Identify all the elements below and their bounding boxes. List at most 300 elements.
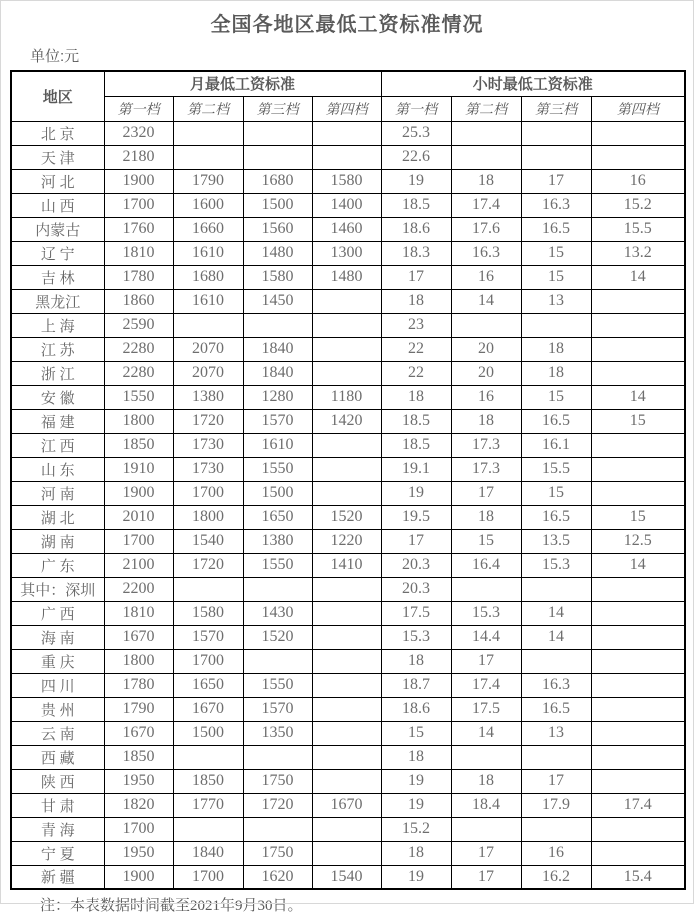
- value-cell: [591, 481, 685, 505]
- value-cell: 17: [521, 169, 591, 193]
- region-cell: 海 南: [11, 625, 104, 649]
- value-cell: 18: [381, 289, 451, 313]
- value-cell: 19.1: [381, 457, 451, 481]
- value-cell: 19: [381, 169, 451, 193]
- page-title: 全国各地区最低工资标准情况: [210, 14, 484, 36]
- value-cell: [591, 817, 685, 841]
- value-cell: [521, 649, 591, 673]
- region-cell: 重 庆: [11, 649, 104, 673]
- value-cell: 14: [591, 385, 685, 409]
- value-cell: [312, 337, 381, 361]
- value-cell: 1950: [104, 841, 173, 865]
- value-cell: 1770: [173, 793, 243, 817]
- value-cell: 17.5: [451, 697, 521, 721]
- value-cell: 14: [591, 553, 685, 577]
- table-row: [11, 505, 685, 529]
- value-cell: 2100: [104, 553, 173, 577]
- value-cell: 1670: [173, 697, 243, 721]
- value-cell: 16.3: [451, 241, 521, 265]
- value-cell: 2010: [104, 505, 173, 529]
- value-cell: 1480: [312, 265, 381, 289]
- value-cell: 1700: [173, 649, 243, 673]
- table-row: [11, 865, 685, 889]
- value-cell: 13.5: [521, 529, 591, 553]
- value-cell: [591, 457, 685, 481]
- value-cell: [243, 121, 312, 145]
- value-cell: 1860: [104, 289, 173, 313]
- value-cell: [591, 433, 685, 457]
- table-row: [11, 193, 685, 217]
- value-cell: [243, 577, 312, 601]
- value-cell: 1560: [243, 217, 312, 241]
- value-cell: 1580: [312, 169, 381, 193]
- value-cell: 1380: [243, 529, 312, 553]
- column-header-tier-monthly-3: 第三档: [243, 96, 312, 121]
- value-cell: 16.5: [521, 505, 591, 529]
- region-cell: 其中：深圳: [11, 577, 104, 601]
- value-cell: [312, 817, 381, 841]
- value-cell: 1480: [243, 241, 312, 265]
- value-cell: 14: [521, 625, 591, 649]
- value-cell: 2320: [104, 121, 173, 145]
- value-cell: [591, 145, 685, 169]
- value-cell: [243, 313, 312, 337]
- value-cell: [312, 697, 381, 721]
- value-cell: 1790: [173, 169, 243, 193]
- value-cell: 1700: [104, 193, 173, 217]
- region-cell: 湖 北: [11, 505, 104, 529]
- value-cell: [591, 337, 685, 361]
- value-cell: 1300: [312, 241, 381, 265]
- group-header-row: [11, 71, 685, 96]
- value-cell: [312, 769, 381, 793]
- value-cell: [173, 817, 243, 841]
- value-cell: [243, 745, 312, 769]
- value-cell: 1840: [173, 841, 243, 865]
- table-row: [11, 217, 685, 241]
- value-cell: 1780: [104, 265, 173, 289]
- value-cell: [451, 313, 521, 337]
- value-cell: [243, 145, 312, 169]
- value-cell: 2070: [173, 337, 243, 361]
- value-cell: 16.3: [521, 193, 591, 217]
- value-cell: [591, 649, 685, 673]
- value-cell: 1220: [312, 529, 381, 553]
- value-cell: 17: [521, 769, 591, 793]
- value-cell: 1670: [104, 625, 173, 649]
- value-cell: 1410: [312, 553, 381, 577]
- value-cell: 15: [591, 409, 685, 433]
- value-cell: 19: [381, 481, 451, 505]
- value-cell: 1900: [104, 481, 173, 505]
- value-cell: 1610: [173, 241, 243, 265]
- value-cell: [591, 625, 685, 649]
- value-cell: 18.4: [451, 793, 521, 817]
- region-cell: 黑龙江: [11, 289, 104, 313]
- table-row: [11, 481, 685, 505]
- region-cell: 河 南: [11, 481, 104, 505]
- value-cell: 1850: [104, 745, 173, 769]
- value-cell: 1430: [243, 601, 312, 625]
- value-cell: [173, 145, 243, 169]
- value-cell: 20: [451, 337, 521, 361]
- footnote: 注：本表数据时间截至2021年9月30日。: [40, 898, 303, 914]
- value-cell: [591, 601, 685, 625]
- region-cell: 广 西: [11, 601, 104, 625]
- value-cell: 1760: [104, 217, 173, 241]
- column-header-region: 地区: [11, 71, 104, 121]
- value-cell: 15.3: [521, 553, 591, 577]
- value-cell: 18: [451, 769, 521, 793]
- value-cell: 1540: [173, 529, 243, 553]
- region-cell: 吉 林: [11, 265, 104, 289]
- region-cell: 江 西: [11, 433, 104, 457]
- value-cell: [312, 625, 381, 649]
- value-cell: [521, 121, 591, 145]
- value-cell: [591, 841, 685, 865]
- value-cell: 18.5: [381, 409, 451, 433]
- value-cell: 19: [381, 793, 451, 817]
- value-cell: [591, 721, 685, 745]
- region-cell: 内蒙古: [11, 217, 104, 241]
- value-cell: [521, 145, 591, 169]
- value-cell: 1730: [173, 457, 243, 481]
- value-cell: 1540: [312, 865, 381, 889]
- value-cell: 1780: [104, 673, 173, 697]
- column-group-monthly: 月最低工资标准: [104, 71, 381, 96]
- value-cell: 17.5: [381, 601, 451, 625]
- table-row: [11, 529, 685, 553]
- value-cell: 1550: [243, 553, 312, 577]
- value-cell: 1500: [173, 721, 243, 745]
- value-cell: [591, 745, 685, 769]
- value-cell: 1570: [173, 625, 243, 649]
- table-row: [11, 577, 685, 601]
- value-cell: [243, 649, 312, 673]
- minimum-wage-table: [10, 70, 686, 890]
- value-cell: 17: [451, 841, 521, 865]
- value-cell: [521, 745, 591, 769]
- value-cell: 1720: [243, 793, 312, 817]
- value-cell: 1820: [104, 793, 173, 817]
- value-cell: 14: [591, 265, 685, 289]
- region-cell: 陕 西: [11, 769, 104, 793]
- value-cell: 1520: [243, 625, 312, 649]
- value-cell: [312, 457, 381, 481]
- value-cell: [312, 481, 381, 505]
- table-row: [11, 337, 685, 361]
- value-cell: [451, 145, 521, 169]
- value-cell: [312, 601, 381, 625]
- column-header-tier-hourly-3: 第三档: [521, 96, 591, 121]
- unit-label: 单位:元: [30, 48, 80, 65]
- value-cell: 1700: [104, 817, 173, 841]
- region-cell: 青 海: [11, 817, 104, 841]
- value-cell: 13: [521, 721, 591, 745]
- value-cell: [312, 673, 381, 697]
- value-cell: 20: [451, 361, 521, 385]
- value-cell: 22: [381, 361, 451, 385]
- region-cell: 天 津: [11, 145, 104, 169]
- value-cell: [591, 361, 685, 385]
- value-cell: 23: [381, 313, 451, 337]
- value-cell: 15.5: [591, 217, 685, 241]
- value-cell: 1840: [243, 337, 312, 361]
- value-cell: 1720: [173, 409, 243, 433]
- value-cell: 1750: [243, 841, 312, 865]
- value-cell: 1660: [173, 217, 243, 241]
- region-cell: 广 东: [11, 553, 104, 577]
- value-cell: [173, 313, 243, 337]
- value-cell: [312, 289, 381, 313]
- value-cell: 18: [381, 841, 451, 865]
- value-cell: 1650: [173, 673, 243, 697]
- value-cell: [591, 697, 685, 721]
- region-cell: 云 南: [11, 721, 104, 745]
- value-cell: 2070: [173, 361, 243, 385]
- value-cell: 16: [591, 169, 685, 193]
- region-cell: 贵 州: [11, 697, 104, 721]
- value-cell: 17: [381, 265, 451, 289]
- table-body: [11, 121, 685, 889]
- value-cell: 2590: [104, 313, 173, 337]
- value-cell: [451, 577, 521, 601]
- table-row: [11, 241, 685, 265]
- region-cell: 安 徽: [11, 385, 104, 409]
- value-cell: [591, 313, 685, 337]
- value-cell: 1620: [243, 865, 312, 889]
- value-cell: [312, 433, 381, 457]
- region-cell: 上 海: [11, 313, 104, 337]
- value-cell: 15: [381, 721, 451, 745]
- value-cell: 16.5: [521, 697, 591, 721]
- table-row: [11, 553, 685, 577]
- value-cell: [591, 673, 685, 697]
- value-cell: [591, 289, 685, 313]
- region-cell: 山 东: [11, 457, 104, 481]
- table-row: [11, 793, 685, 817]
- value-cell: 1670: [312, 793, 381, 817]
- value-cell: 18: [381, 745, 451, 769]
- region-cell: 新 疆: [11, 865, 104, 889]
- column-header-tier-monthly-2: 第二档: [173, 96, 243, 121]
- value-cell: 2280: [104, 337, 173, 361]
- table-row: [11, 673, 685, 697]
- value-cell: 1550: [243, 457, 312, 481]
- value-cell: 18.5: [381, 433, 451, 457]
- value-cell: 18.6: [381, 217, 451, 241]
- value-cell: 15: [521, 481, 591, 505]
- value-cell: 1520: [312, 505, 381, 529]
- value-cell: 1180: [312, 385, 381, 409]
- value-cell: 16: [451, 265, 521, 289]
- value-cell: 2200: [104, 577, 173, 601]
- table-row: [11, 625, 685, 649]
- value-cell: 18: [381, 649, 451, 673]
- region-cell: 江 苏: [11, 337, 104, 361]
- region-cell: 甘 肃: [11, 793, 104, 817]
- region-cell: 西 藏: [11, 745, 104, 769]
- value-cell: 1900: [104, 865, 173, 889]
- table-row: [11, 289, 685, 313]
- value-cell: 20.3: [381, 577, 451, 601]
- table-row: [11, 145, 685, 169]
- value-cell: [173, 745, 243, 769]
- value-cell: 2280: [104, 361, 173, 385]
- value-cell: 15.5: [521, 457, 591, 481]
- value-cell: 1680: [243, 169, 312, 193]
- value-cell: 17: [451, 649, 521, 673]
- value-cell: 1900: [104, 169, 173, 193]
- value-cell: 1280: [243, 385, 312, 409]
- value-cell: [521, 313, 591, 337]
- value-cell: 22: [381, 337, 451, 361]
- region-cell: 福 建: [11, 409, 104, 433]
- tier-header-row: [11, 96, 685, 121]
- value-cell: 15.3: [451, 601, 521, 625]
- region-cell: 河 北: [11, 169, 104, 193]
- value-cell: 15: [521, 385, 591, 409]
- column-header-tier-hourly-4: 第四档: [591, 96, 685, 121]
- value-cell: 14: [451, 289, 521, 313]
- value-cell: 1720: [173, 553, 243, 577]
- value-cell: 15.2: [591, 193, 685, 217]
- table-row: [11, 817, 685, 841]
- region-cell: 四 川: [11, 673, 104, 697]
- table-row: [11, 457, 685, 481]
- value-cell: 1670: [104, 721, 173, 745]
- region-cell: 北 京: [11, 121, 104, 145]
- value-cell: 1950: [104, 769, 173, 793]
- value-cell: 1610: [243, 433, 312, 457]
- value-cell: [312, 649, 381, 673]
- value-cell: 16.5: [521, 409, 591, 433]
- value-cell: [312, 841, 381, 865]
- value-cell: 1550: [104, 385, 173, 409]
- value-cell: 19.5: [381, 505, 451, 529]
- value-cell: 1750: [243, 769, 312, 793]
- value-cell: 1420: [312, 409, 381, 433]
- value-cell: 15.4: [591, 865, 685, 889]
- region-cell: 辽 宁: [11, 241, 104, 265]
- region-cell: 浙 江: [11, 361, 104, 385]
- value-cell: 18.6: [381, 697, 451, 721]
- value-cell: [312, 361, 381, 385]
- value-cell: 16.2: [521, 865, 591, 889]
- table-row: [11, 649, 685, 673]
- value-cell: 16: [451, 385, 521, 409]
- value-cell: 25.3: [381, 121, 451, 145]
- value-cell: 1400: [312, 193, 381, 217]
- value-cell: 1500: [243, 481, 312, 505]
- value-cell: [312, 145, 381, 169]
- value-cell: 18: [451, 505, 521, 529]
- value-cell: 17.3: [451, 457, 521, 481]
- value-cell: [521, 577, 591, 601]
- value-cell: [312, 313, 381, 337]
- table-row: [11, 313, 685, 337]
- value-cell: [243, 817, 312, 841]
- value-cell: [451, 817, 521, 841]
- value-cell: 20.3: [381, 553, 451, 577]
- column-header-tier-monthly-4: 第四档: [312, 96, 381, 121]
- value-cell: 18.7: [381, 673, 451, 697]
- value-cell: 1700: [104, 529, 173, 553]
- value-cell: 1460: [312, 217, 381, 241]
- value-cell: 1850: [173, 769, 243, 793]
- value-cell: 1350: [243, 721, 312, 745]
- value-cell: [451, 121, 521, 145]
- value-cell: 1840: [243, 361, 312, 385]
- value-cell: 1730: [173, 433, 243, 457]
- value-cell: 1910: [104, 457, 173, 481]
- value-cell: 16.1: [521, 433, 591, 457]
- value-cell: 17: [381, 529, 451, 553]
- value-cell: 15: [521, 265, 591, 289]
- table-header: [11, 71, 685, 121]
- value-cell: 16.5: [521, 217, 591, 241]
- value-cell: 1550: [243, 673, 312, 697]
- value-cell: 13.2: [591, 241, 685, 265]
- value-cell: 2180: [104, 145, 173, 169]
- value-cell: 1500: [243, 193, 312, 217]
- value-cell: 19: [381, 769, 451, 793]
- table-row: [11, 169, 685, 193]
- value-cell: [451, 745, 521, 769]
- value-cell: 16.3: [521, 673, 591, 697]
- value-cell: 12.5: [591, 529, 685, 553]
- value-cell: 15: [591, 505, 685, 529]
- column-header-tier-monthly-1: 第一档: [104, 96, 173, 121]
- value-cell: 22.6: [381, 145, 451, 169]
- value-cell: [521, 817, 591, 841]
- value-cell: [591, 121, 685, 145]
- value-cell: 17: [451, 865, 521, 889]
- value-cell: 14.4: [451, 625, 521, 649]
- value-cell: 15: [521, 241, 591, 265]
- region-cell: 山 西: [11, 193, 104, 217]
- value-cell: 15: [451, 529, 521, 553]
- table-row: [11, 745, 685, 769]
- table-row: [11, 601, 685, 625]
- value-cell: 14: [521, 601, 591, 625]
- table-row: [11, 361, 685, 385]
- value-cell: [173, 121, 243, 145]
- value-cell: 17.4: [591, 793, 685, 817]
- value-cell: 1580: [243, 265, 312, 289]
- table-row: [11, 385, 685, 409]
- table-row: [11, 433, 685, 457]
- value-cell: [591, 577, 685, 601]
- value-cell: 1700: [173, 865, 243, 889]
- value-cell: 1580: [173, 601, 243, 625]
- value-cell: 18.5: [381, 193, 451, 217]
- table-row: [11, 841, 685, 865]
- column-group-hourly: 小时最低工资标准: [381, 71, 685, 96]
- value-cell: 16: [521, 841, 591, 865]
- value-cell: 15.2: [381, 817, 451, 841]
- value-cell: 1800: [104, 409, 173, 433]
- value-cell: 17.6: [451, 217, 521, 241]
- region-cell: 宁 夏: [11, 841, 104, 865]
- value-cell: 18: [451, 169, 521, 193]
- column-header-tier-hourly-1: 第一档: [381, 96, 451, 121]
- value-cell: 1570: [243, 409, 312, 433]
- value-cell: 17.4: [451, 193, 521, 217]
- value-cell: [312, 121, 381, 145]
- value-cell: 1380: [173, 385, 243, 409]
- value-cell: [312, 745, 381, 769]
